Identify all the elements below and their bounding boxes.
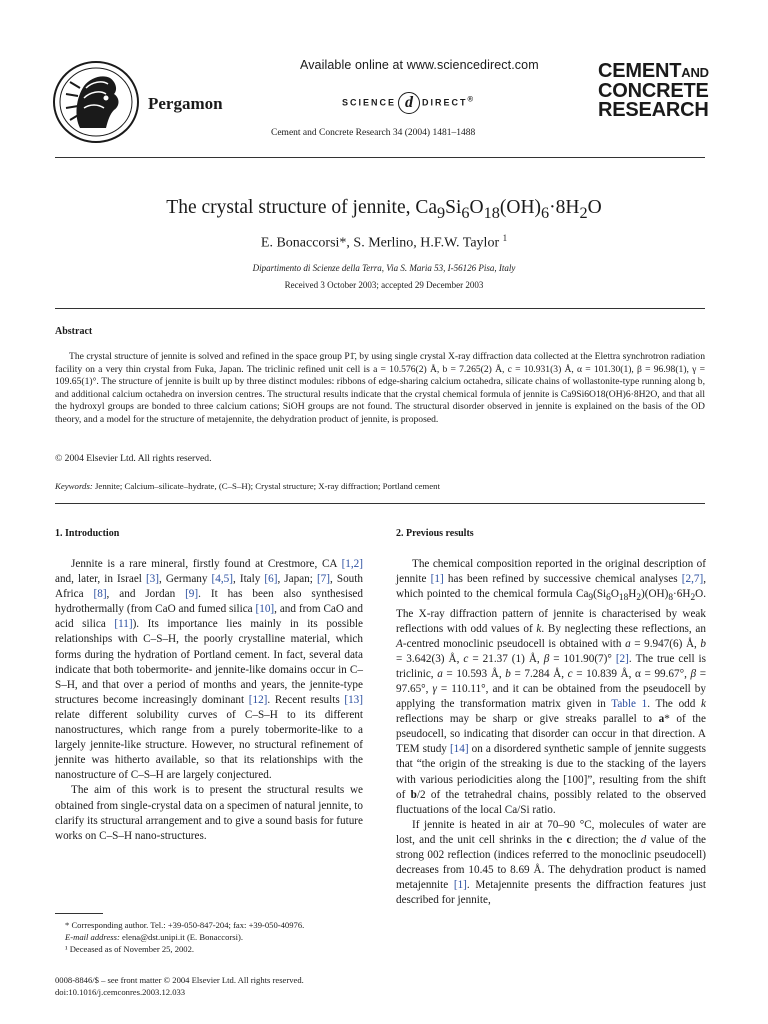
journal-title-concrete: CONCRETE [598,80,709,102]
sd-left: SCIENCE [342,97,397,108]
received-dates: Received 3 October 2003; accepted 29 December 2003 [284,280,484,290]
journal-title-cement: CEMENT [598,60,682,82]
sd-circle-icon: d [398,92,420,114]
journal-citation: Cement and Concrete Research 34 (2004) 1481–1488 [271,128,476,138]
introduction-column: Jennite is a rare mineral, firstly found at Crestmore, CA [1,2] and, later, in Israel [3], Germany [4,5], Italy [6], Japan; [7], South Africa [8], and Jordan [9]. It has been also synthesised hydrothermally (from CaO and fumed silica [10], and from CaO and acid silica [11]). Its importance lies mainly in its possible relationships with C–S–H, the poorly crystalline material, which forms during the hydration of Portland cement. In fact, several data indicate that both tobermorite- and jennite-like domains occur in C–S–H, and that over a period of months and years, the jennite-type structures become increasingly dominant [12]. Recent results [13] relate different solubility curves of C–S–H to its different nanostructures, which range from a purely tobermorite-like to a largely jennite-like structure. However, no structural refinement of jennite was hitherto available, so that its relationships with the nanostructure of C–S–H are largely conjectured. The aim of this work is to present the structural results we obtained from single-crystal data on a specimen of natural jennite, to clarify its structural arrangement and to give a sound basis for future works on C–S–H nano-structures. [55,558,363,842]
abstract-text: The crystal structure of jennite is solved and refined in the space group P1̄, by using single crystal X-ray diffraction data collected at the Elettra synchrotron radiation facility on a very thin crystal from Fuka, Japan. The triclinic refined unit cell is a = 10.576(2) Å, b = 7.265(2) Å, c = 10.931(3) Å, α = 101.30(1), β = 96.98(1), γ = 109.65(1)°. The structure of jennite is built up by three distinct modules: ribbons of edge-sharing calcium octahedra, silicate chains of wollastonite-type running along b, and additional calcium octahedra on inversion centres. The structural results indicate that the crystal chemical formula of jennite is Ca9Si6O18(OH)6·8H2O, and that all the hydroxyl groups are bonded to three calcium cations; SiOH groups are not found. The structural disorder observed in jennite is explained on the basis of the OD theory, and a model for the structure of metajennite, the dehydration product of jennite, is proposed. [55,351,705,425]
affiliation: Dipartimento di Scienze della Terra, Via S. Maria 53, I-56126 Pisa, Italy [252,263,516,273]
sciencedirect-logo[interactable] [342,92,475,114]
footnote-corresponding: * Corresponding author. Tel.: +39-050-847-204; fax: +39-050-40976. [65,920,305,930]
footnotes [55,919,365,955]
authors: E. Bonaccorsi*, S. Merlino, H.F.W. Taylor $^1$ [260,233,508,251]
publisher-logo [50,58,142,146]
sd-mark: ® [467,94,476,104]
article-title: The crystal structure of jennite, $Ca_9Si_6O_{18}(OH)_6\cdot 8H_2O$ [166,197,602,222]
section-heading-introduction: 1. Introduction [55,528,120,539]
section-heading-previous-results: 2. Previous results [396,528,474,539]
journal-title-and: AND [681,65,709,80]
header-divider [55,157,705,158]
publisher-name: Pergamon [148,94,223,113]
footnote-deceased: ¹ Deceased as of November 25, 2002. [65,944,195,954]
keywords: Keywords: Jennite; Calcium–silicate–hydrate, (C–S–H); Crystal structure; X-ray diffraction; Portland cement [55,481,441,491]
abstract-copyright: © 2004 Elsevier Ltd. All rights reserved. [55,453,212,464]
available-online-link[interactable]: Available online at www.sciencedirect.com [300,58,539,72]
footnote-divider [55,913,103,914]
abstract-bottom-divider [55,503,705,504]
issn-line: 0008-8846/$ – see front matter © 2004 Elsevier Ltd. All rights reserved. [55,975,304,985]
sd-right: DIRECT [422,97,468,108]
journal-title [598,62,709,120]
issn-doi [55,974,365,998]
journal-title-research: RESEARCH [598,99,709,121]
abstract-top-divider [55,308,705,309]
footnote-email: E-mail address: elena@dst.unipi.it (E. Bonaccorsi). [65,932,244,942]
doi-link[interactable]: doi:10.1016/j.cemconres.2003.12.033 [55,987,186,997]
previous-results-column: The chemical composition reported in the original description of jennite [1] has been refined by successive chemical analyses [2,7], which pointed to the chemical formula $Ca_9(Si_6O_{18}H_2)(OH)_8\cdot 6H_2O$. The X-ray diffraction pattern of jennite is characterised by weak reflections with odd values of k. By neglecting these reflections, an A-centred monoclinic pseudocell is obtained with a = 9.947(6) Å, b = 3.642(3) Å, c = 21.37 (1) Å, β = 101.90(7)° [2]. The true cell is triclinic, a = 10.593 Å, b = 7.284 Å, c = 10.839 Å, α = 99.67°, β = 97.65°, γ = 110.11°, and it can be obtained from the pseudocell by applying the transformation matrix given in Table 1. The odd k reflections may be sharp or give streaks parallel to a* of the pseudocell, so indicating that disorder can occur in that direction. A TEM study [14] on a disordered synthetic sample of jennite suggests that “the origin of the streaking is due to the stacking of the layers with various periodicities along the [100]”, resulting from the shift of b/2 of the tetrahedral chains, possibly related to the observed fluctuations of the local Ca/Si ratio. If jennite is heated in air at 70–90 °C, molecules of water are lost, and the unit cell shrinks in the c direction; the d value of the strong 002 reflection (indices referred to the monoclinic pseudocell) decreases from 10.45 to 8.69 Å. The dehydration product is named metajennite [1]. Metajennite presents the diffraction features just described for jennite, [396,558,707,907]
abstract-heading: Abstract [55,326,93,337]
